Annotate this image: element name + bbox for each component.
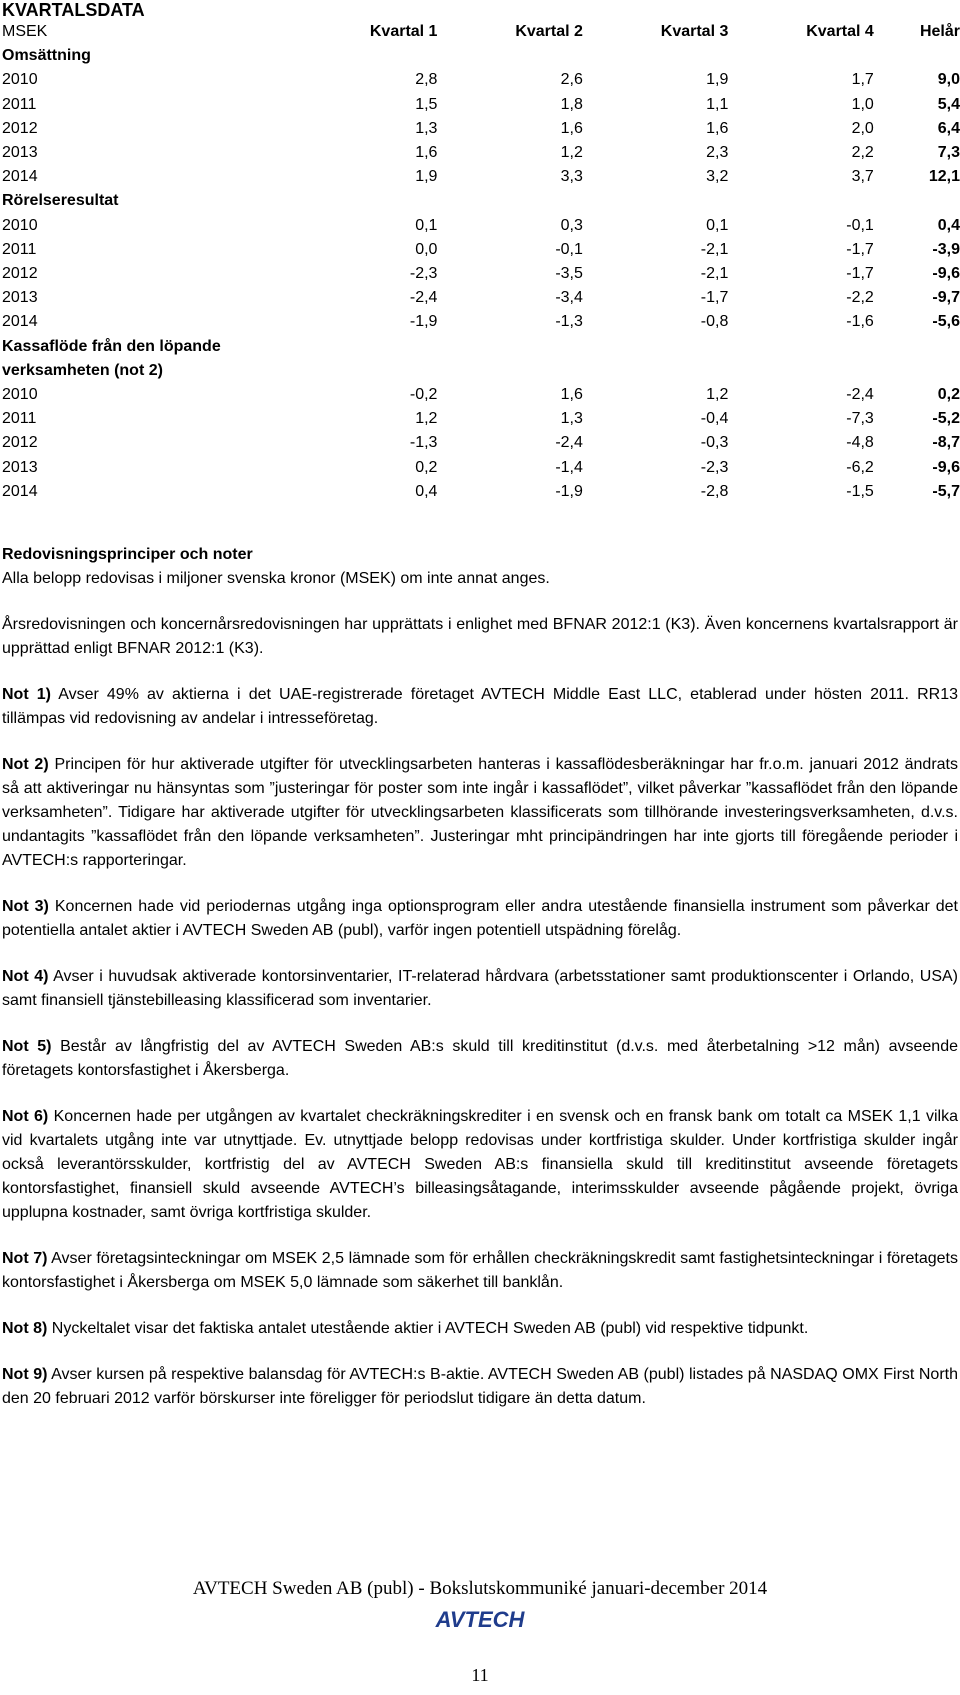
q2-cell: 1,6 (560, 119, 583, 137)
note-item (2, 965, 958, 1013)
empty-cell (728, 335, 873, 383)
empty-cell (292, 189, 437, 213)
section-title: Rörelseresultat (2, 192, 119, 210)
table-row (2, 383, 960, 407)
q1-cell: -1,9 (409, 313, 438, 331)
note-item (2, 1105, 958, 1225)
note-label: Not 4) (2, 968, 49, 985)
q2-cell: 1,3 (560, 410, 583, 428)
q3-cell: -2,3 (700, 458, 729, 476)
table-row (2, 310, 960, 334)
note-text: Avser 49% av aktierna i det UAE-registrerade företaget AVTECH Middle East LLC, etablerad under hösten 2011. RR13 tillämpas vid redovisning av andelar i intresseföretag. (2, 686, 959, 727)
total-cell: -5,7 (932, 482, 960, 500)
note-text: Avser i huvudsak aktiverade kontorsinventarier, IT-relaterad hårdvara (arbetsstationer samt produktionscenter i Orlando, USA) samt finansiell tjänstebilleasing klassificerad som inventarier. (2, 968, 959, 1009)
note-label: Not 5) (2, 1038, 52, 1055)
total-cell: 9,0 (937, 71, 960, 89)
table-row (2, 456, 960, 480)
q1-cell: 2,8 (415, 71, 438, 89)
note-item (2, 1035, 958, 1083)
q2-cell: 1,2 (560, 144, 583, 162)
empty-cell (728, 44, 873, 68)
note-text: Koncernen hade vid periodernas utgång inga optionsprogram eller andra utestående finansiella instrument som påverkar det potentiella antalet aktier i AVTECH Sweden AB (publ), varför ingen potentiell utspädning förelåg. (2, 898, 959, 939)
q2-cell: -1,3 (555, 313, 583, 331)
q2-cell: 2,6 (560, 71, 583, 89)
notes-intro: Alla belopp redovisas i miljoner svenska kronor (MSEK) om inte annat anges. (2, 570, 550, 587)
table-row (2, 141, 960, 165)
q1-cell: 0,1 (415, 216, 438, 234)
q3-cell: -0,3 (700, 434, 729, 452)
section-title: Omsättning (2, 47, 91, 65)
q4-cell: -6,2 (846, 458, 874, 476)
note-label: Not 6) (2, 1108, 49, 1125)
section-row (2, 189, 960, 213)
q3-cell: -0,8 (700, 313, 729, 331)
q2-cell: -3,4 (555, 289, 583, 307)
q1-cell: 1,2 (415, 410, 438, 428)
note-label: Not 9) (2, 1366, 48, 1383)
q2-cell: 0,3 (560, 216, 583, 234)
q2-cell: 3,3 (560, 168, 583, 186)
year-cell: 2014 (2, 482, 38, 500)
notes-heading: Redovisningsprinciper och noter (2, 546, 253, 563)
section-row (2, 335, 960, 383)
q4-cell: 3,7 (851, 168, 874, 186)
q4-cell: -4,8 (846, 434, 874, 452)
year-cell: 2013 (2, 289, 38, 307)
year-cell: 2013 (2, 144, 38, 162)
table-row (2, 262, 960, 286)
page-title: KVARTALSDATA (2, 0, 145, 20)
column-header-q1: Kvartal 1 (369, 23, 438, 40)
page-number: 11 (471, 1665, 489, 1685)
q4-cell: -2,4 (846, 386, 874, 404)
q4-cell: 1,0 (851, 95, 874, 113)
q3-cell: 2,3 (706, 144, 729, 162)
q3-cell: -2,1 (700, 240, 729, 258)
year-cell: 2012 (2, 119, 38, 137)
table-row (2, 214, 960, 238)
q4-cell: -1,6 (846, 313, 874, 331)
table-row (2, 68, 960, 92)
total-cell: 7,3 (937, 144, 960, 162)
table-row (2, 286, 960, 310)
note-item (2, 1363, 958, 1411)
table-row (2, 431, 960, 455)
note-label: Not 2) (2, 756, 49, 773)
note-text: Avser företagsinteckningar om MSEK 2,5 lämnade som för erhållen checkräkningskredit samt fastighetsinteckningar i företagets kontorsfastighet i Åkersberga om MSEK 5,0 lämnade som säkerhet till banklån. (2, 1250, 958, 1291)
note-item (2, 1317, 958, 1341)
table-row (2, 93, 960, 117)
year-cell: 2012 (2, 265, 38, 283)
q1-cell: -2,3 (409, 265, 438, 283)
q4-cell: -1,5 (846, 482, 874, 500)
empty-cell (874, 189, 960, 213)
q3-cell: 0,1 (706, 216, 729, 234)
q3-cell: 1,6 (706, 119, 729, 137)
q1-cell: 1,6 (415, 144, 438, 162)
q3-cell: -2,8 (700, 482, 729, 500)
section-title: Kassaflöde från den löpande verksamheten (not 2) (2, 337, 221, 379)
note-label: Not 8) (2, 1320, 48, 1337)
year-cell: 2014 (2, 168, 38, 186)
empty-cell (437, 44, 582, 68)
note-text: Består av långfristig del av AVTECH Sweden AB:s skuld till kreditinstitut (d.v.s. med återbetalning >12 mån) avseende företagets kontorsfastighet i Åkersberga. (2, 1038, 959, 1079)
avtech-logo-icon (420, 1607, 540, 1631)
q1-cell: -0,2 (409, 386, 438, 404)
q4-cell: -0,1 (846, 216, 874, 234)
q2-cell: -0,1 (555, 240, 583, 258)
total-cell: -5,2 (932, 410, 960, 428)
q3-cell: -1,7 (700, 289, 729, 307)
footer-text: AVTECH Sweden AB (publ) - Bokslutskommuniké januari-december 2014 (192, 1578, 768, 1599)
q3-cell: -2,1 (700, 265, 729, 283)
note-text: Koncernen hade per utgången av kvartalet checkräkningskrediter i en svensk och en fransk bank om totalt ca MSEK 1,1 vilka vid kvartalets utgång inte var utnyttjade. Ev. utnyttjade belopp redovisas under kortfristiga skulder. Under kortfristiga skulder ingår också leverantörsskulder, kortfristig del av AVTECH Sweden AB:s finansiella skuld till kreditinstitut avseende företagets kontorsfastighet, finansiell skuld avseende AVTECH’s billeasingsåtagande, interimsskulder avseende pågående projekt, övriga upplupna kostnader, samt övriga kortfristiga skulder. (2, 1108, 959, 1221)
q4-cell: -1,7 (846, 240, 874, 258)
note-item (2, 895, 958, 943)
total-cell: -3,9 (932, 240, 960, 258)
table-row (2, 407, 960, 431)
logo-text: AVTECH (435, 1607, 525, 1631)
q2-cell: -1,9 (555, 482, 583, 500)
year-cell: 2010 (2, 71, 38, 89)
total-cell: 12,1 (928, 168, 960, 186)
table-row (2, 117, 960, 141)
note-text: Nyckeltalet visar det faktiska antalet utestående aktier i AVTECH Sweden AB (publ) vid respektive tidpunkt. (47, 1320, 809, 1337)
total-cell: 0,4 (937, 216, 960, 234)
q1-cell: 1,3 (415, 119, 438, 137)
q1-cell: -1,3 (409, 434, 438, 452)
q2-cell: -3,5 (555, 265, 583, 283)
q3-cell: 1,1 (706, 95, 729, 113)
note-label: Not 7) (2, 1250, 48, 1267)
year-cell: 2011 (2, 240, 37, 258)
q4-cell: -7,3 (846, 410, 874, 428)
note-text: Principen för hur aktiverade utgifter för utvecklingsarbeten hanteras i kassaflödesberäkningar har fr.o.m. januari 2012 ändrats så att aktiveringar nu hänsyntas som ”justeringar för poster som inte ingår i kassaflödet”, vilket påverkar ”kassaflödet från den löpande verksamheten”. Tidigare har aktiverade utgifter för utvecklingsarbeten klassificerats som tillhörande investeringsverksamheten, d.v.s. undantagits ”kassaflödet från den löpande verksamheten”. Justeringar mht principändringen har inte gjorts till föregående perioder i AVTECH:s rapporteringar. (2, 756, 959, 869)
column-header-q4: Kvartal 4 (806, 23, 874, 40)
total-cell: -5,6 (932, 313, 960, 331)
empty-cell (437, 335, 582, 383)
q3-cell: -0,4 (700, 410, 729, 428)
table-body (2, 44, 960, 504)
note-item (2, 1247, 958, 1295)
note-label: Not 1) (2, 686, 51, 703)
section-row (2, 44, 960, 68)
empty-cell (583, 189, 728, 213)
q2-cell: -2,4 (555, 434, 583, 452)
total-cell: -9,7 (932, 289, 960, 307)
column-header-unit: MSEK (2, 23, 48, 40)
year-cell: 2014 (2, 313, 38, 331)
note-item (2, 753, 958, 873)
table-row (2, 238, 960, 262)
table-row (2, 165, 960, 189)
empty-cell (728, 189, 873, 213)
notes-paragraph-accounting: Årsredovisningen och koncernårsredovisningen har upprättats i enlighet med BFNAR 2012:1 (K3). Även koncernens kvartalsrapport är upprättad enligt BFNAR 2012:1 (K3). (2, 616, 958, 657)
q1-cell: -2,4 (409, 289, 438, 307)
empty-cell (583, 44, 728, 68)
total-cell: 5,4 (937, 95, 960, 113)
year-cell: 2011 (2, 410, 37, 428)
empty-cell (874, 335, 960, 383)
q4-cell: -2,2 (846, 289, 874, 307)
table-header-row (2, 20, 960, 44)
notes-section (2, 543, 958, 1433)
year-cell: 2013 (2, 458, 38, 476)
q4-cell: 2,2 (851, 144, 874, 162)
note-label: Not 3) (2, 898, 49, 915)
column-header-total: Helår (919, 23, 960, 40)
empty-cell (437, 189, 582, 213)
notes-list (2, 683, 958, 1411)
note-item (2, 683, 958, 731)
total-cell: 0,2 (937, 386, 960, 404)
empty-cell (292, 44, 437, 68)
total-cell: -9,6 (932, 458, 960, 476)
total-cell: -9,6 (932, 265, 960, 283)
column-header-q2: Kvartal 2 (515, 23, 583, 40)
q3-cell: 3,2 (706, 168, 729, 186)
q1-cell: 1,5 (415, 95, 438, 113)
empty-cell (583, 335, 728, 383)
total-cell: -8,7 (932, 434, 960, 452)
empty-cell (292, 335, 437, 383)
q1-cell: 1,9 (415, 168, 438, 186)
q4-cell: 1,7 (851, 71, 874, 89)
q2-cell: 1,8 (560, 95, 583, 113)
year-cell: 2010 (2, 216, 38, 234)
year-cell: 2010 (2, 386, 38, 404)
empty-cell (874, 44, 960, 68)
quarterly-data-table (2, 20, 960, 504)
q1-cell: 0,4 (415, 482, 438, 500)
q1-cell: 0,2 (415, 458, 438, 476)
q4-cell: 2,0 (851, 119, 874, 137)
q3-cell: 1,2 (706, 386, 729, 404)
q1-cell: 0,0 (415, 240, 438, 258)
column-header-q3: Kvartal 3 (660, 23, 729, 40)
note-text: Avser kursen på respektive balansdag för AVTECH:s B-aktie. AVTECH Sweden AB (publ) listades på NASDAQ OMX First North den 20 februari 2012 varför börskurser inte föreligger för periodslut tidigare än detta datum. (2, 1366, 959, 1407)
total-cell: 6,4 (937, 119, 960, 137)
table-row (2, 480, 960, 504)
year-cell: 2011 (2, 95, 37, 113)
q4-cell: -1,7 (846, 265, 874, 283)
q2-cell: 1,6 (560, 386, 583, 404)
q3-cell: 1,9 (706, 71, 729, 89)
year-cell: 2012 (2, 434, 38, 452)
q2-cell: -1,4 (555, 458, 583, 476)
